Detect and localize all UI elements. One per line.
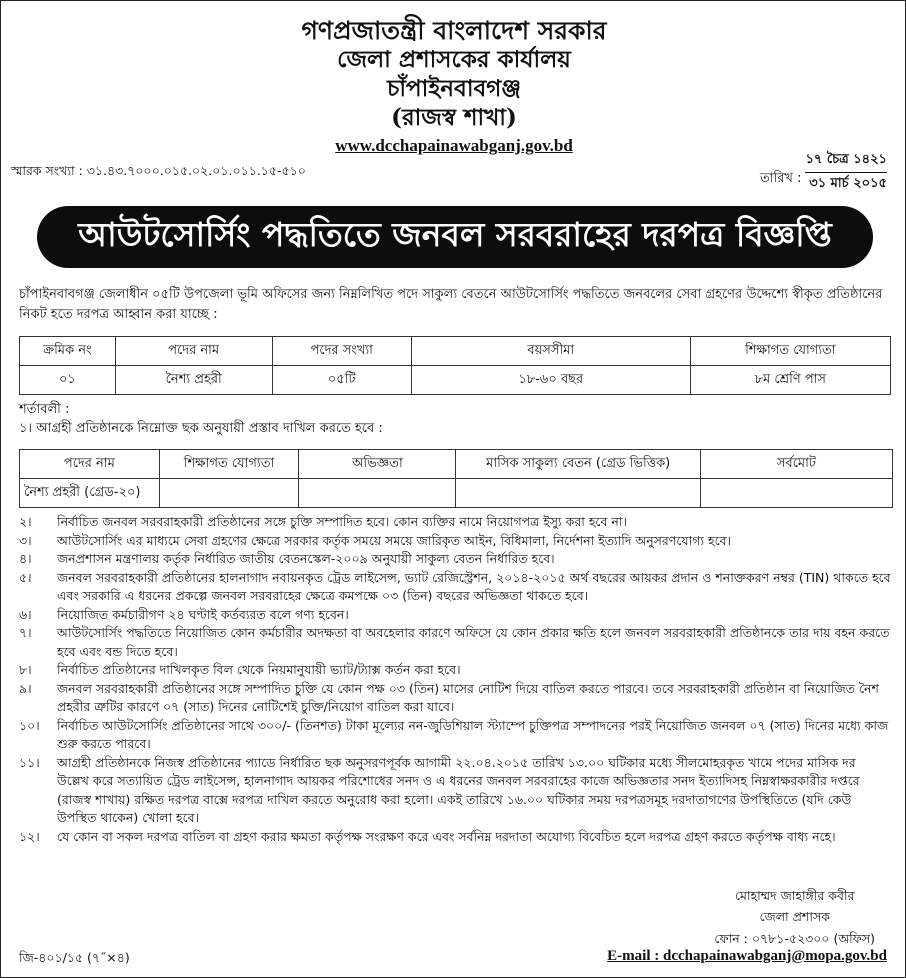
condition-text: নির্বাচিত আউটসোর্সিং প্রতিষ্ঠানের সাথে ৩০০/- (তিনশত) টাকা মূল্যের নন-জুডিশিয়াল স্ট্যাম্পে চুক্তিপত্র সম্পাদনের পরই নিয়োজিত জনবল ০৭ (সাত) দিনের মধ্যে কাজ শুরু করতে পারবে। — [57, 717, 889, 751]
cell-post-name: নৈশ্য প্রহরী (গ্রেড-২০) — [20, 479, 160, 508]
website-link[interactable]: www.dcchapainawabganj.gov.bd — [335, 135, 573, 155]
table-row — [20, 366, 891, 395]
header-post-name: পদের নাম — [115, 337, 272, 366]
condition-number: ৪। — [19, 551, 32, 566]
notice-title-banner — [37, 206, 873, 268]
condition-text: নিয়োজিত কর্মচারীগণ ২৪ ঘণ্টাই কর্তব্যরত বলে গণ্য হবেন। — [57, 606, 349, 622]
terms-heading: শর্তাবলী : — [19, 402, 70, 417]
list-item — [19, 624, 891, 661]
condition-text: জনবল সরবরাহকারী প্রতিষ্ঠানের সঙ্গে সম্পাদিত চুক্তি যে কোন পক্ষ ০৩ (তিন) মাসের নোটিশ দিয়ে বাতিল করতে পারবে। তবে সরবরাহকারী প্রতিষ্ঠান বা নিয়োজিত নৈশ প্রহরীর ত্রুটির কারণে ০৭ (সাত) দিনের নোটিশেই চুক্তি/নিয়োগ বাতিল করা যাবে। — [57, 680, 879, 714]
list-item — [19, 513, 891, 532]
signatory-name: মোহাম্মদ জাহাঙ্গীর কবীর — [734, 888, 855, 903]
issue-date — [760, 149, 887, 196]
list-item — [19, 661, 891, 680]
condition-text: যে কোন বা সকল দরপত্র বাতিল বা গ্রহণ করার ক্ষমতা কর্তৃপক্ষ সংরক্ষণ করে এবং সর্বনিম্ন দরদাতা অযোগ্য বিবেচিত হলে দরপত্র গ্রহণ করতে কর্তৃপক্ষ বাধ্য নহে। — [57, 828, 836, 844]
list-item — [19, 606, 891, 625]
office-name: জেলা প্রশাসকের কার্যালয় — [337, 46, 571, 74]
header-education: শিক্ষাগত যোগ্যতা — [159, 450, 299, 479]
condition-number: ১১। — [19, 754, 40, 770]
condition-text: জনপ্রশাসন মন্ত্রণালয় কর্তৃক নির্ধারিত জাতীয় বেতনস্কেল-২০০৯ অনুযায়ী সাকুল্য বেতন নির্ধারিত হবে। — [57, 551, 555, 566]
footer-code: জি-৪০১/১৫ (৭˝×৪) — [19, 950, 130, 965]
condition-text: নির্বাচিত জনবল সরবরাহকারী প্রতিষ্ঠানের সঙ্গে চুক্তি সম্পাদিত হবে। কোন ব্যক্তির নামে নিয়োগপত্র ইস্যু করা হবে না। — [57, 514, 627, 529]
cell-age-limit: ১৮-৬০ বছর — [411, 366, 690, 395]
signatory-title: জেলা প্রশাসক — [759, 909, 830, 925]
post-table-header — [20, 337, 891, 366]
condition-number: ৫। — [19, 569, 32, 585]
cell-experience — [299, 479, 456, 508]
list-item — [19, 550, 891, 569]
cell-education: ৮ম শ্রেণি পাস — [690, 366, 890, 395]
post-table — [19, 336, 891, 395]
header-post-count: পদের সংখ্যা — [272, 337, 411, 366]
intro-paragraph: চাঁপাইনবাবগঞ্জ জেলাধীন ০৫টি উপজেলা ভূমি অফিসের জন্য নিম্নলিখিত পদে সাকুল্য বেতনে আউটসোর্সিং পদ্ধতিতে জনবলের সেবা গ্রহণের উদ্দেশ্যে স্বীকৃত প্রতিষ্ঠানের নিকট হতে দরপত্র আহ্বান করা যাচ্ছে : — [19, 287, 883, 323]
proposal-table-header — [20, 450, 893, 479]
condition-text: জনবল সরবরাহকারী প্রতিষ্ঠানের হালনাগাদ নবায়নকৃত ট্রেড লাইসেন্স, ভ্যাট রেজিস্ট্রেশন, ২০১৪-২০১৫ অর্থ বছরের আয়কর প্রদান ও শনাক্তকরণ নম্বর (TIN) থাকতে হবে এবং সরকারি এ ধরনের প্রকল্পে জনবল সরবরাহের ক্ষেত্রে কমপক্ষে ০৩ (তিন) বছরের অভিজ্ঞতা থাকতে হবে। — [57, 569, 891, 603]
condition-text: আউটসোর্সিং পদ্ধতিতে নিয়োজিত কোন কর্মচারীর অদক্ষতা বা অবহেলার কারণে অফিসে যে কোন প্রকার ক্ষতি হলে জনবল সরবরাহকারী প্রতিষ্ঠানকে তার দায় বহন করতে হবে এবং বন্ড দিতে হবে। — [57, 625, 890, 659]
header-age-limit: বয়সসীমা — [411, 337, 690, 366]
list-item — [19, 754, 891, 828]
section-name: (রাজস্ব শাখা) — [391, 103, 517, 131]
cell-serial: ০১ — [20, 366, 116, 395]
terms-item-1: ১। আগ্রহী প্রতিষ্ঠানকে নিম্নোক্ত ছক অনুযায়ী প্রস্তাব দাখিল করতে হবে : — [19, 420, 383, 436]
cell-monthly-salary — [456, 479, 700, 508]
district-name: চাঁপাইনবাবগঞ্জ — [386, 75, 522, 102]
condition-number: ৯। — [19, 680, 32, 696]
memo-number: স্মারক সংখ্যা : ৩১.৪৩.৭০০০.০১৫.০২.০১.০১১.১৫-৫১০ — [11, 163, 306, 178]
cell-total — [700, 479, 892, 508]
list-item — [19, 532, 891, 551]
condition-number: ১২। — [19, 828, 40, 844]
date-english: ৩১ মার্চ ২০১৫ — [809, 176, 887, 191]
condition-text: আউটসোর্সিং এর মাধ্যমে সেবা গ্রহণের ক্ষেত্রে সরকার কর্তৃক সময়ে সময়ে জারিকৃত আইন, বিধিমালা, নির্দেশনা ইত্যাদি অনুসরণযোগ্য হবে। — [57, 532, 732, 548]
cell-post-name: নৈশ্য প্রহরী — [115, 366, 272, 395]
office-phone: ফোন : ০৭৮১-৫২৩০০ (অফিস) — [714, 930, 875, 946]
header-post-name: পদের নাম — [20, 450, 160, 479]
cell-post-count: ০৫টি — [272, 366, 411, 395]
condition-text: নির্বাচিত প্রতিষ্ঠানের দাখিলকৃত বিল থেকে নিয়মানুযায়ী ভ্যাট/ট্যাক্স কর্তন করা হবে। — [57, 662, 461, 677]
header-total: সর্বমোট — [700, 450, 892, 479]
conditions-list — [19, 513, 891, 846]
date-stack — [805, 149, 887, 196]
condition-number: ২। — [19, 514, 32, 529]
signature-block — [714, 885, 875, 949]
table-row — [20, 479, 893, 508]
date-bangla: ১৭ চৈত্র ১৪২১ — [805, 149, 887, 173]
cell-education — [159, 479, 299, 508]
condition-number: ৭। — [19, 625, 32, 640]
list-item — [19, 717, 891, 754]
notice-title: আউটসোর্সিং পদ্ধতিতে জনবল সরবরাহের দরপত্র বিজ্ঞপ্তি — [78, 215, 832, 254]
condition-number: ৮। — [19, 662, 32, 677]
header-serial: ক্রমিক নং — [20, 337, 116, 366]
list-item — [19, 569, 891, 606]
government-name: গণপ্রজাতন্ত্রী বাংলাদেশ সরকার — [301, 16, 607, 45]
letterhead — [19, 1, 889, 156]
date-label: তারিখ : — [760, 171, 802, 186]
email-link[interactable]: E-mail : dcchapainawabganj@mopa.gov.bd — [607, 948, 887, 964]
condition-text: আগ্রহী প্রতিষ্ঠানকে নিজস্ব প্রতিষ্ঠানের প্যাডে নির্ধারিত ছক অনুসরণপূর্বক আগামী ২২.০৪.২০১৫ তারিখ ১৩.০০ ঘটিকার মধ্যে সীলমোহরকৃত খামে পদের মাসিক দর উল্লেখ করে সত্যায়িত ট্রেড লাইসেন্স, হালনাগাদ আয়কর পরিশোধের সনদ ও এ ধরনের জনবল সরবরাহের কাজে অভিজ্ঞতার সনদ ইত্যাদিসহ নিম্নস্বাক্ষরকারীর দপ্তরে (রাজস্ব শাখায়) রক্ষিত দরপত্র বাক্সে দরপত্র দাখিল করতে অনুরোধ করা হলো। একই তারিখে ১৬.০০ ঘটিকার সময় দরপত্রসমূহ দরদাতাগণের উপস্থিতিতে (যদি কেউ উপস্থিত থাকেন) খোলা হবে। — [57, 754, 860, 825]
list-item — [19, 828, 891, 847]
list-item — [19, 680, 891, 717]
header-education: শিক্ষাগত যোগ্যতা — [690, 337, 890, 366]
header-experience: অভিজ্ঞতা — [299, 450, 456, 479]
header-monthly-salary: মাসিক সাকুল্য বেতন (গ্রেড ভিত্তিক) — [456, 450, 700, 479]
proposal-table — [19, 449, 893, 508]
terms-block — [19, 401, 383, 439]
condition-number: ১০। — [19, 717, 40, 733]
condition-number: ৩। — [19, 532, 32, 548]
condition-number: ৬। — [19, 606, 32, 622]
